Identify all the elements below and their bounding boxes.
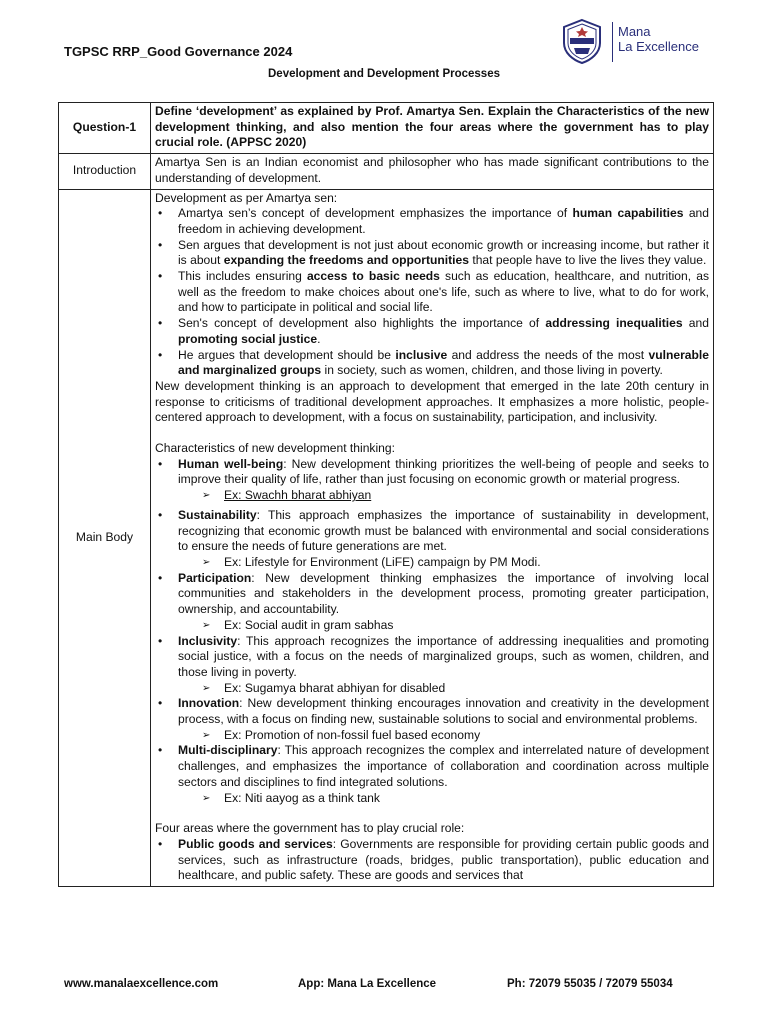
list-item: • Inclusivity: This approach recognizes the importance of addressing inequalities and promoting social justice, with a focus on the needs of marginalized groups, such as women, children, and those living in poverty. ➢ Ex: Sugamya bharat abhiyan for disabled (155, 634, 709, 697)
footer-website: www.manalaexcellence.com (64, 978, 219, 990)
logo-line-1: Mana (618, 24, 651, 39)
document-header-title: TGPSC RRP_Good Governance 2024 (64, 44, 293, 59)
list-item: • Amartya sen’s concept of development emphasizes the importance of human capabilities and freedom in achieving development. (155, 206, 709, 237)
example-line: ➢ Ex: Social audit in gram sabhas (178, 618, 709, 634)
introduction-text: Amartya Sen is an Indian economist and philosopher who has made significant contributions to the understanding of development. (151, 154, 714, 189)
shield-emblem-icon (560, 18, 604, 64)
list-item: • He argues that development should be inclusive and address the needs of the most vulnerable and marginalized groups in society, such as women, children, and those living in poverty. (155, 348, 709, 379)
logo-wordmark (618, 24, 699, 54)
question-row (59, 103, 714, 154)
example-line: ➢ Ex: Promotion of non-fossil fuel based economy (178, 728, 709, 744)
characteristics-heading: Characteristics of new development thinking: (155, 441, 395, 456)
sen-points-list (155, 206, 709, 379)
answer-table (58, 102, 714, 887)
brand-logo (560, 18, 720, 66)
main-body-content (151, 189, 714, 887)
list-item: • Participation: New development thinking emphasizes the importance of involving local communities and stakeholders in the development process, promoting greater participation, ownership, and accountability. ➢ Ex: Social audit in gram sabhas (155, 571, 709, 634)
main-body-label: Main Body (59, 189, 151, 887)
list-item: • Sen argues that development is not just about economic growth or increasing income, but rather it is about expanding the freedoms and opportunities that people have to live the lives they value. (155, 238, 709, 269)
introduction-row (59, 154, 714, 189)
introduction-label: Introduction (59, 154, 151, 189)
list-item: • Sen's concept of development also highlights the importance of addressing inequalities and promoting social justice. (155, 316, 709, 347)
main-body-row (59, 189, 714, 887)
footer-phone: Ph: 72079 55035 / 72079 55034 (507, 978, 673, 990)
areas-list (155, 837, 709, 884)
new-thinking-paragraph: New development thinking is an approach to development that emerged in the late 20th century in response to criticisms of traditional development approaches. It emphasizes a more holistic, people-centered approach to development, with a focus on sustainability, participation, and inclusivity. (155, 378, 709, 425)
example-line: ➢ Ex: Swachh bharat abhiyan (178, 488, 709, 504)
example-line: ➢ Ex: Niti aayog as a think tank (178, 791, 709, 807)
list-item: • Human well-being: New development thinking prioritizes the well-being of people and seeks to improve their quality of life, rather than just focusing on economic growth or material progress. ➢ Ex: Swachh bharat abhiyan (155, 457, 709, 508)
example-line: ➢ Ex: Sugamya bharat abhiyan for disabled (178, 681, 709, 697)
sen-heading: Development as per Amartya sen: (155, 190, 338, 205)
logo-line-2: La Excellence (618, 39, 699, 54)
question-label: Question-1 (59, 103, 151, 154)
page-subtitle: Development and Development Processes (268, 68, 500, 80)
footer-app: App: Mana La Excellence (298, 978, 437, 990)
areas-heading: Four areas where the government has to play crucial role: (155, 821, 465, 836)
list-item: • Public goods and services: Governments are responsible for providing certain public goods and services, such as infrastructure (roads, bridges, public transportation), public education and healthcare, and public safety. These are goods and services that (155, 837, 709, 884)
list-item: • Sustainability: This approach emphasizes the importance of sustainability in development, recognizing that economic growth must be balanced with environmental and social considerations to ensure the needs of future generations are met. ➢ Ex: Lifestyle for Environment (LiFE) campaign by PM Modi. (155, 508, 709, 571)
example-line: ➢ Ex: Lifestyle for Environment (LiFE) campaign by PM Modi. (178, 555, 709, 571)
list-item: • Innovation: New development thinking encourages innovation and creativity in the development process, with a focus on finding new, sustainable solutions to social and environmental problems. ➢ Ex: Promotion of non-fossil fuel based economy (155, 696, 709, 743)
logo-divider (612, 22, 613, 62)
list-item: • Multi-disciplinary: This approach recognizes the complex and interrelated nature of development challenges, and emphasizes the importance of collaboration and coordination across multiple sectors and disciplines to find integrated solutions. ➢ Ex: Niti aayog as a think tank (155, 743, 709, 806)
characteristics-list (155, 457, 709, 806)
question-text: Define ‘development’ as explained by Prof. Amartya Sen. Explain the Characteristics of the new development thinking, and also mention the four areas where the government has to play crucial role. (APPSC 2020) (151, 103, 714, 154)
list-item: • This includes ensuring access to basic needs such as education, healthcare, and nutrition, as well as the freedom to make choices about one's life, such as where to live, what to do for work, and how to participate in political and social life. (155, 269, 709, 316)
